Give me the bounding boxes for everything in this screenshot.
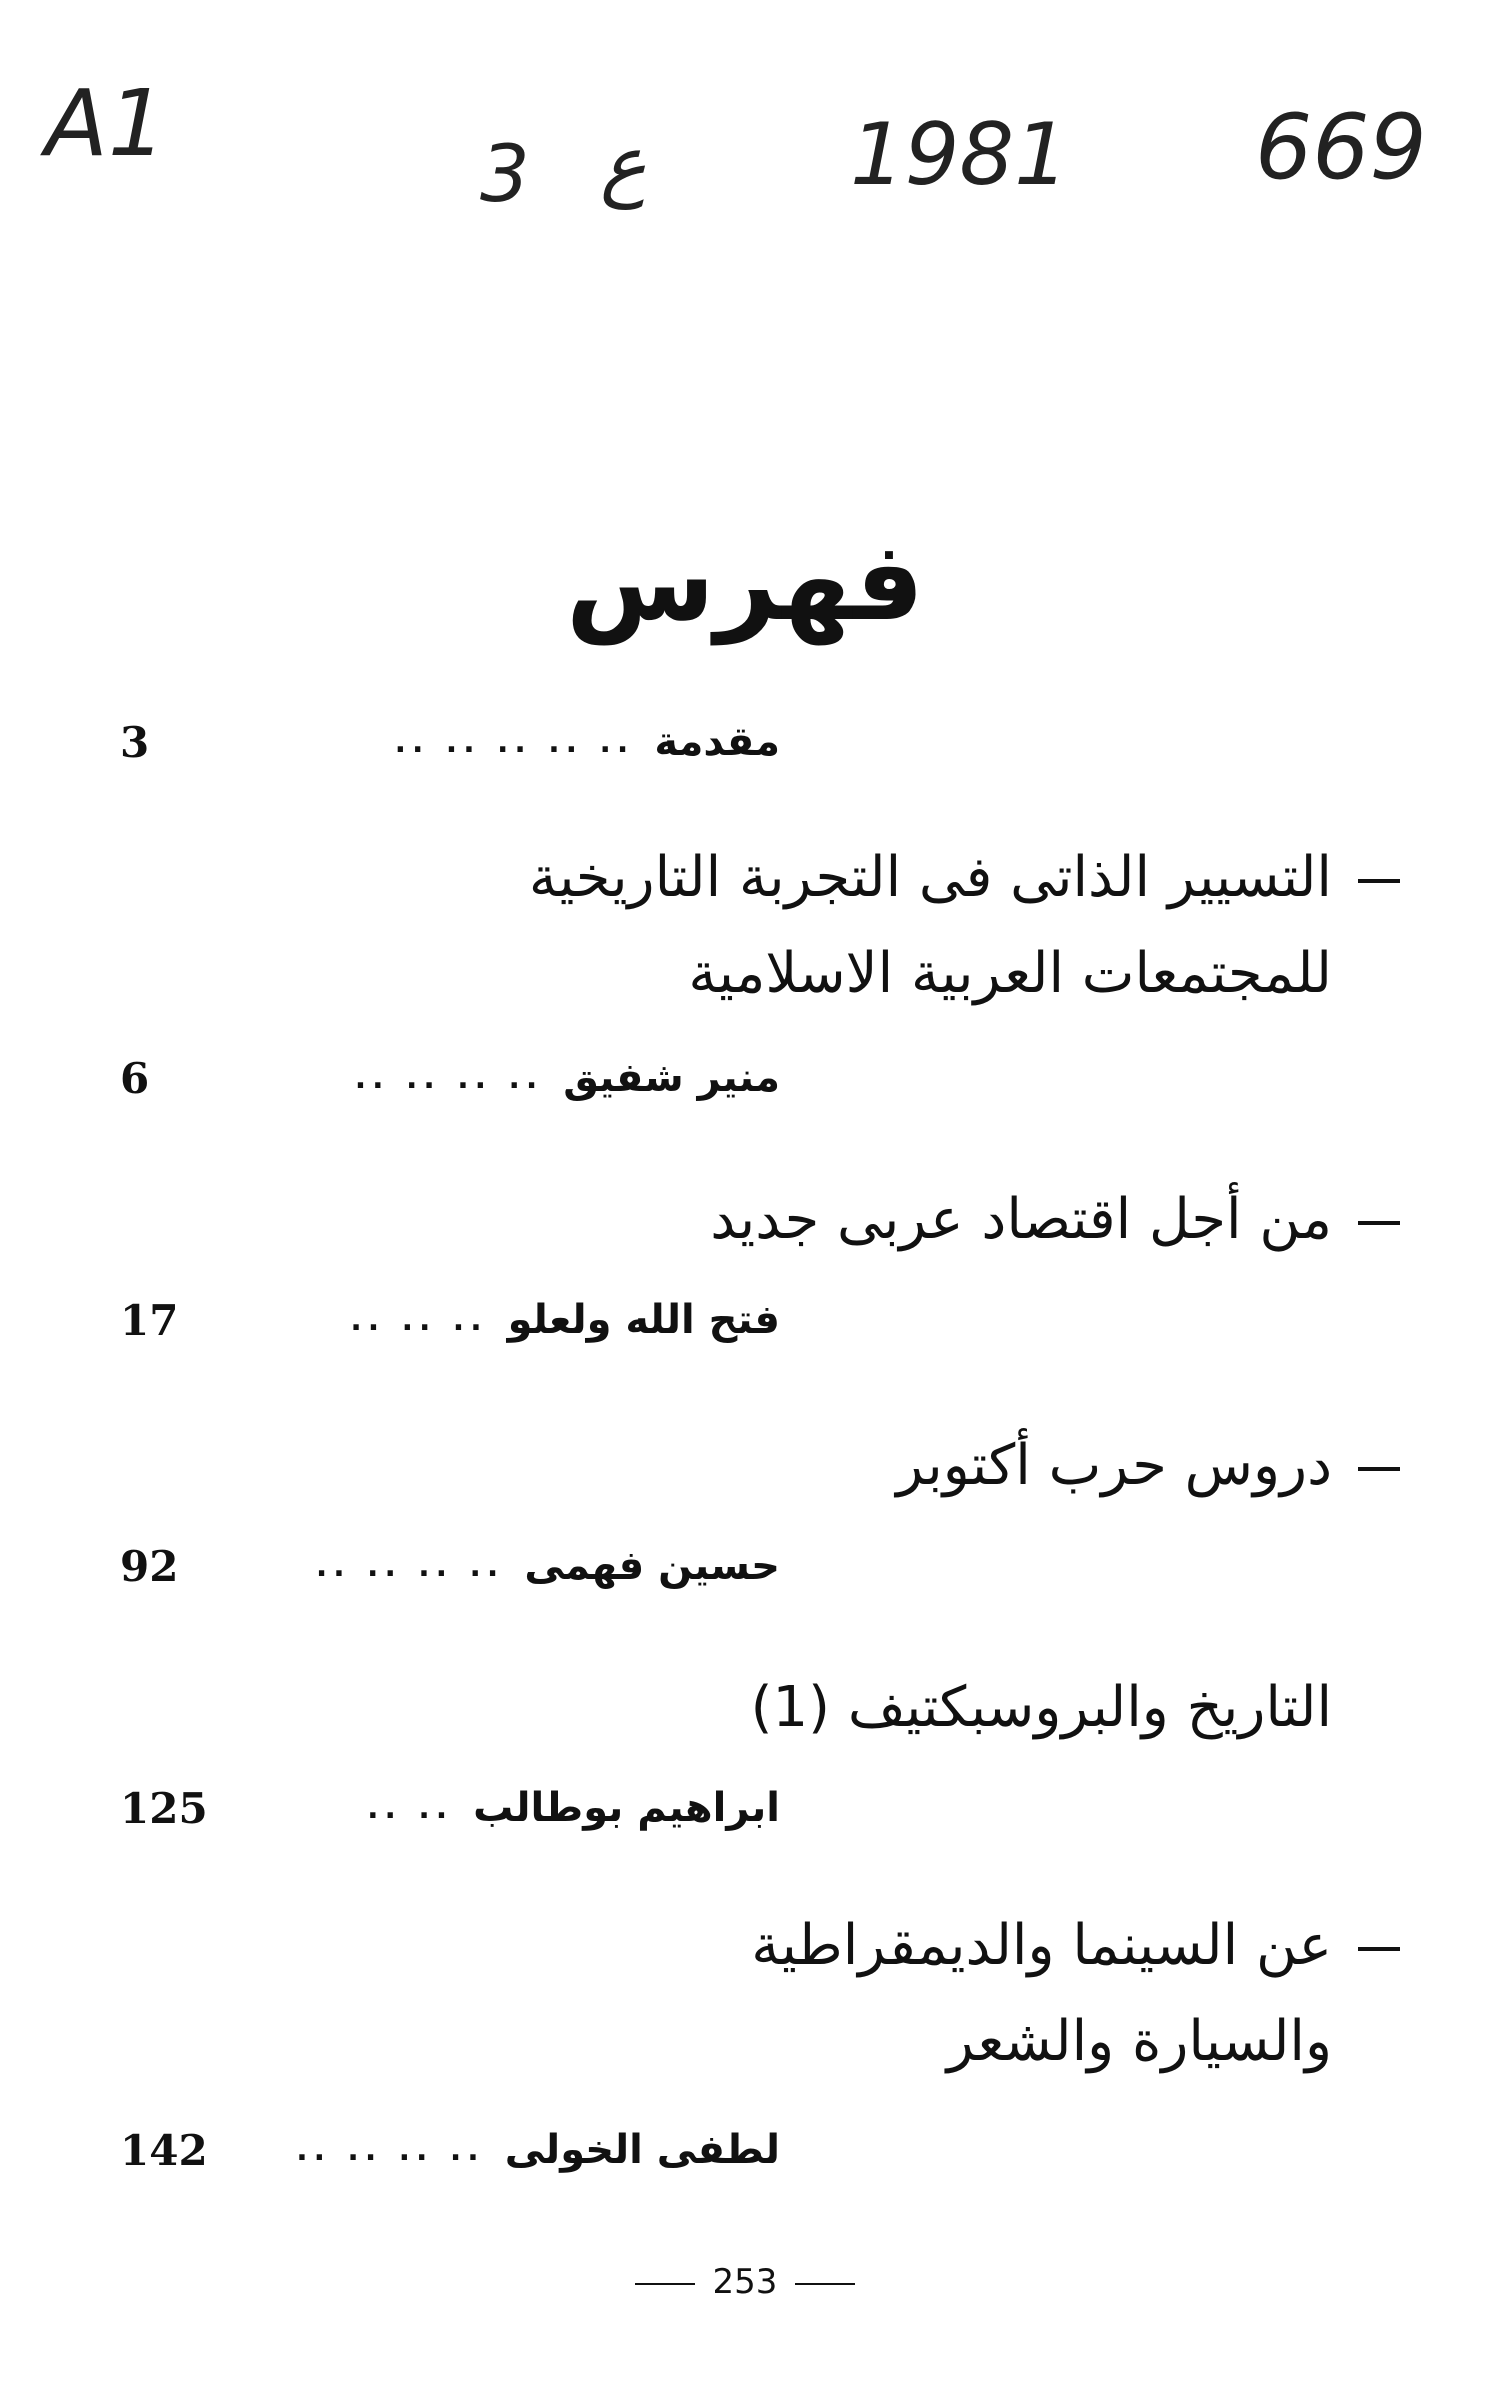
page-title: فهرس [565, 520, 925, 645]
intro-line[interactable] [120, 712, 780, 772]
toc-author-line[interactable] [120, 1290, 780, 1350]
toc-author-line[interactable] [120, 1536, 780, 1596]
toc-entry-title[interactable] [340, 1898, 1400, 2090]
leader-dots: .. .. .. .. [296, 2132, 485, 2168]
author-name: منير شفيق [563, 1055, 780, 1101]
leader-dots: .. .. .. .. .. [394, 724, 635, 760]
page-number: 92 [120, 1541, 179, 1591]
author-name: فتح الله ولعلو [507, 1297, 780, 1343]
page-number: 17 [120, 1295, 179, 1345]
leader-dots: .. .. .. .. [315, 1548, 505, 1584]
author-name: حسين فهمى [524, 1543, 780, 1589]
toc-entry-title[interactable] [340, 1418, 1400, 1514]
entry-title-line: التاريخ والبروسبكتيف (1) [750, 1675, 1332, 1740]
page-number: 6 [120, 1053, 150, 1103]
entry-title-line: للمجتمعات العربية الاسلامية [688, 941, 1332, 1006]
page-number: 142 [120, 2125, 208, 2175]
toc-entry-title[interactable] [340, 1172, 1400, 1268]
leader-dots: .. .. .. .. [354, 1060, 544, 1096]
entry-title-line: دروس حرب أكتوبر [896, 1433, 1332, 1498]
handwritten-number: 3 [480, 130, 530, 220]
toc-author-line[interactable] [120, 1778, 780, 1838]
dash-marker [1358, 1947, 1400, 1951]
entry-title-line: التسيير الذاتى فى التجربة التاريخية [528, 845, 1332, 910]
dash-marker [1358, 1221, 1400, 1225]
toc-entry-title[interactable] [340, 1660, 1400, 1756]
toc-entry-title[interactable] [340, 830, 1400, 1022]
entry-title-line: عن السينما والديمقراطية [751, 1913, 1332, 1978]
entry-title-line: والسيارة والشعر [946, 2009, 1332, 2074]
toc-author-line[interactable] [120, 2120, 780, 2180]
dash-marker [1358, 1467, 1400, 1471]
footer-rule [795, 2283, 855, 2285]
leader-dots: .. .. .. [350, 1302, 488, 1338]
entry-title-line: من أجل اقتصاد عربى جديد [710, 1187, 1332, 1252]
intro-label: مقدمة [654, 719, 780, 765]
handwritten-letter: ع [600, 120, 647, 210]
page-number: 125 [120, 1783, 208, 1833]
author-name: لطفى الخولى [504, 2127, 780, 2173]
toc-author-line[interactable] [120, 1048, 780, 1108]
handwritten-catalog-number: 669 [1255, 95, 1427, 200]
leader-dots: .. .. [367, 1790, 454, 1826]
footer-rule [635, 2283, 695, 2285]
footer-page-number: 253 [712, 2262, 778, 2302]
handwritten-year: 1981 [850, 105, 1069, 205]
author-name: ابراهيم بوطالب [473, 1785, 780, 1831]
page-footer [0, 2262, 1490, 2302]
page-number: 3 [120, 717, 150, 767]
handwritten-shelfmark: A1 [45, 70, 167, 177]
dash-marker [1358, 879, 1400, 883]
